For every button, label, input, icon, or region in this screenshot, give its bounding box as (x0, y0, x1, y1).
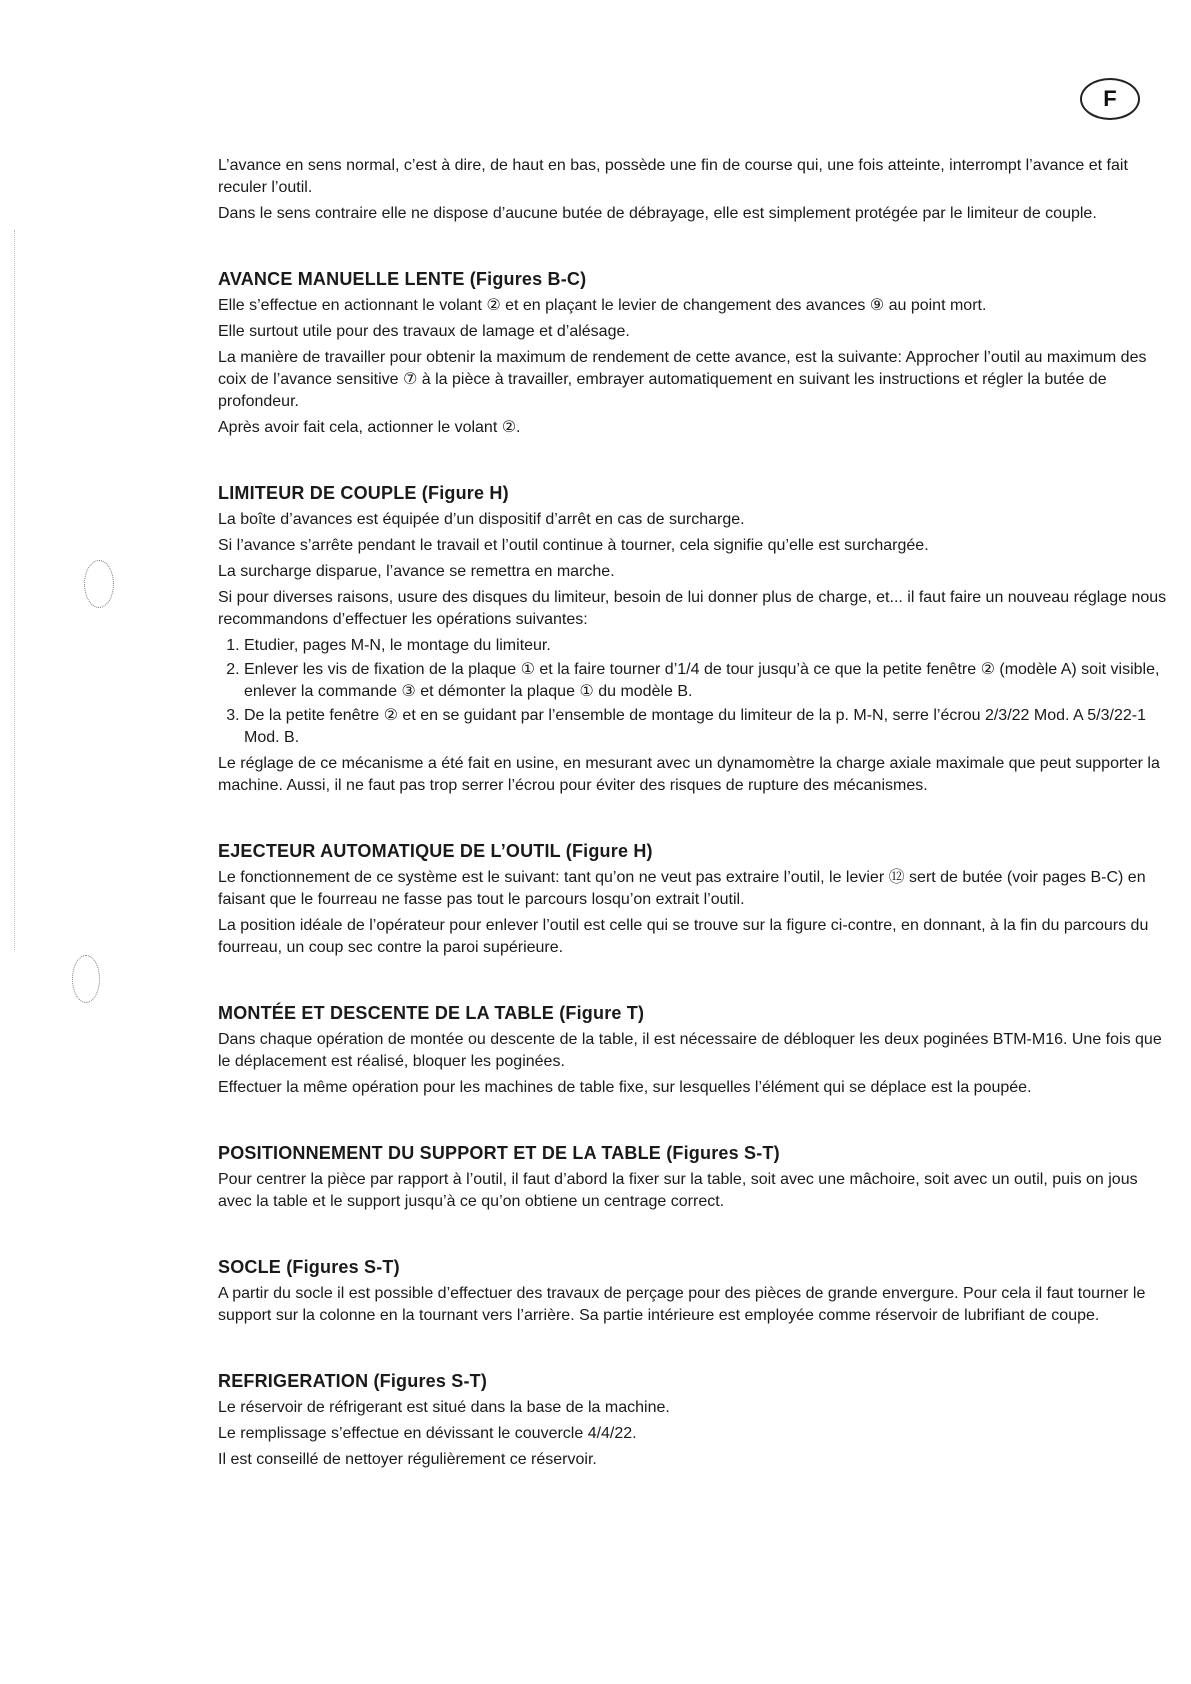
scan-artifact-line (14, 230, 15, 950)
paragraph: Effectuer la même opération pour les machines de table fixe, sur lesquelles l’élément qui se déplace est la poupée. (218, 1079, 1032, 1096)
paragraph: A partir du socle il est possible d’effectuer des travaux de perçage pour des pièces de grande envergure. Pour cela il faut tourner le support sur la colonne en la tournant vers l’arrière. Sa partie intérieure est employée comme réservoir de lubrifiant de coupe. (218, 1285, 1146, 1324)
paragraph: Pour centrer la pièce par rapport à l’outil, il faut d’abord la fixer sur la table, soit avec une mâchoire, soit avec un outil, puis on jous avec la table et le support jusqu’à ce qu’on obtiene un centrage correct. (218, 1171, 1138, 1210)
list-item: 1. Etudier, pages M-N, le montage du limiteur. (244, 635, 1173, 657)
section-ejecteur (218, 839, 1173, 959)
section-refrigeration (218, 1369, 1173, 1471)
paragraph: L’avance en sens normal, c’est à dire, de haut en bas, possède une fin de course qui, une fois atteinte, interrompt l’avance et fait reculer l’outil. (218, 157, 1128, 196)
intro-block (218, 155, 1173, 225)
section-heading: LIMITEUR DE COUPLE (Figure H) (218, 483, 509, 503)
paragraph: Le fonctionnement de ce système est le suivant: tant qu’on ne veut pas extraire l’outil, le levier ⑫ sert de butée (voir pages B-C) en faisant que le fourreau ne fasse pas tout le parcours losqu’on extrait l’outil. (218, 869, 1146, 908)
list-item: 2. Enlever les vis de fixation de la plaque ① et la faire tourner d’1/4 de tour jusqu’à ce que la petite fenêtre ② (modèle A) soit visible, enlever la commande ③ et démonter la plaque ① du modèle B. (244, 659, 1173, 703)
paragraph: Elle surtout utile pour des travaux de lamage et d’alésage. (218, 323, 630, 340)
language-badge (1080, 78, 1140, 120)
steps-list (218, 635, 1173, 749)
section-limiteur-couple (218, 481, 1173, 797)
paragraph: Dans le sens contraire elle ne dispose d’aucune butée de débrayage, elle est simplement protégée par le limiteur de couple. (218, 205, 1097, 222)
paragraph: La surcharge disparue, l’avance se remettra en marche. (218, 563, 615, 580)
section-heading: SOCLE (Figures S-T) (218, 1257, 400, 1277)
section-avance-manuelle (218, 267, 1173, 439)
paragraph: Le remplissage s’effectue en dévissant le couvercle 4/4/22. (218, 1425, 637, 1442)
paragraph: Après avoir fait cela, actionner le volant ②. (218, 419, 521, 436)
language-badge-label: F (1103, 86, 1117, 111)
paragraph: Dans chaque opération de montée ou descente de la table, il est nécessaire de débloquer les deux poginées BTM-M16. Une fois que le déplacement est réalisé, bloquer les poginées. (218, 1031, 1162, 1070)
section-heading: MONTÉE ET DESCENTE DE LA TABLE (Figure T) (218, 1003, 645, 1023)
scan-artifact-hole (84, 560, 114, 608)
paragraph: Le réservoir de réfrigerant est situé dans la base de la machine. (218, 1399, 670, 1416)
paragraph: Le réglage de ce mécanisme a été fait en usine, en mesurant avec un dynamomètre la charge axiale maximale que peut supporter la machine. Aussi, il ne faut pas trop serrer l’écrou pour éviter des risques de rupture des mécanismes. (218, 755, 1160, 794)
paragraph: Elle s’effectue en actionnant le volant ② et en plaçant le levier de changement des avances ⑨ au point mort. (218, 297, 987, 314)
paragraph: La boîte d’avances est équipée d’un dispositif d’arrêt en cas de surcharge. (218, 511, 745, 528)
paragraph: Il est conseillé de nettoyer régulièrement ce réservoir. (218, 1451, 597, 1468)
section-heading: EJECTEUR AUTOMATIQUE DE L’OUTIL (Figure H) (218, 841, 653, 861)
paragraph: La position idéale de l’opérateur pour enlever l’outil est celle qui se trouve sur la figure ci-contre, en donnant, à la fin du parcours du fourreau, un coup sec contre la paroi supérieure. (218, 917, 1149, 956)
section-socle (218, 1255, 1173, 1327)
paragraph: La manière de travailler pour obtenir la maximum de rendement de cette avance, est la suivante: Approcher l’outil au maximum des coix de l’avance sensitive ⑦ à la pièce à travailler, embrayer automatiquement en suivant les instructions et régler la butée de profondeur. (218, 349, 1147, 410)
section-montee-descente (218, 1001, 1173, 1099)
document-body (218, 155, 1173, 1475)
section-heading: AVANCE MANUELLE LENTE (Figures B-C) (218, 269, 587, 289)
paragraph: Si pour diverses raisons, usure des disques du limiteur, besoin de lui donner plus de charge, et... il faut faire un nouveau réglage nous recommandons d’effectuer les opérations suivantes: (218, 589, 1167, 628)
list-item: 3. De la petite fenêtre ② et en se guidant par l’ensemble de montage du limiteur de la p. M-N, serre l’écrou 2/3/22 Mod. A 5/3/22-1 Mod. B. (244, 705, 1173, 749)
section-heading: POSITIONNEMENT DU SUPPORT ET DE LA TABLE (Figures S-T) (218, 1143, 780, 1163)
paragraph: Si l’avance s’arrête pendant le travail et l’outil continue à tourner, cela signifie qu’elle est surchargée. (218, 537, 929, 554)
section-heading: REFRIGERATION (Figures S-T) (218, 1371, 488, 1391)
scan-artifact-hole (72, 955, 100, 1003)
section-positionnement (218, 1141, 1173, 1213)
